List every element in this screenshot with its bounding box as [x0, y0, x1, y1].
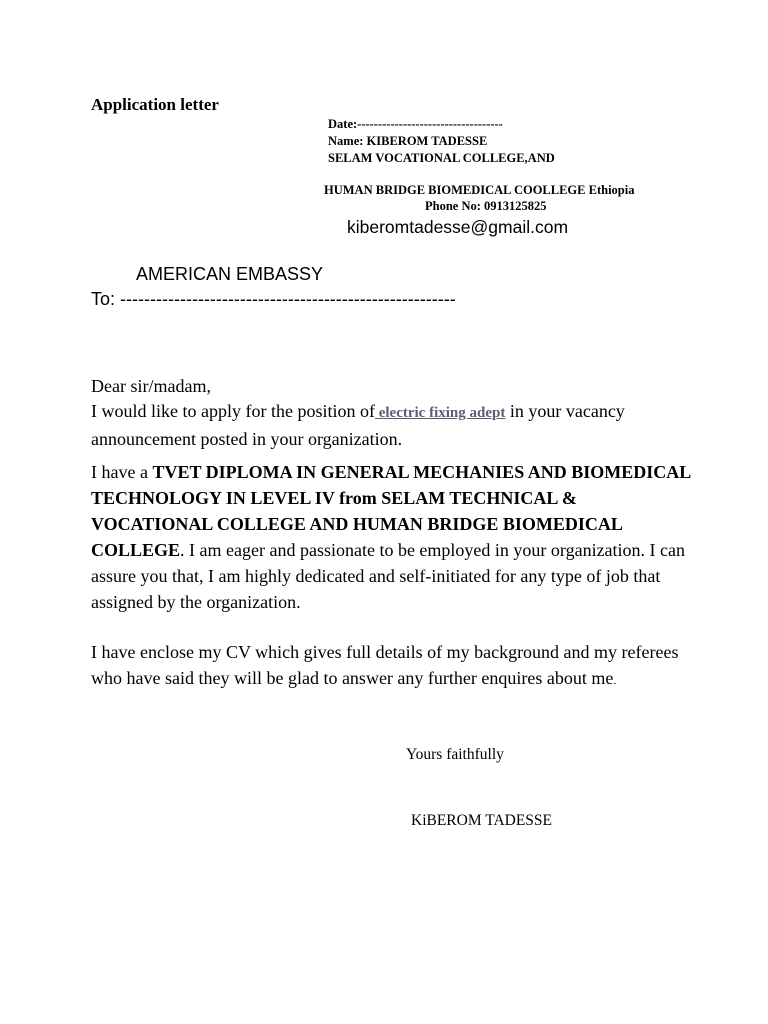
header-college: SELAM VOCATIONAL COLLEGE,AND — [328, 151, 555, 165]
paragraph-position — [91, 398, 691, 452]
qualification-text: TVET DIPLOMA IN GENERAL MECHANIES AND BIOMEDICAL TECHNOLOGY IN LEVEL IV from SELAM TECHNICAL & VOCATIONAL COLLEGE AND HUMAN BRIDGE BIOMEDICAL COLLEGE — [91, 462, 691, 560]
qualification-rest: . I am eager and passionate to be employed in your organization. I can assure you that, I am highly dedicated and self-initiated for any type of job that assigned by the organization. — [91, 540, 686, 612]
paragraph-cv-end: . — [613, 673, 617, 687]
salutation: Dear sir/madam, — [91, 376, 211, 396]
paragraph-qualification — [91, 459, 691, 615]
paragraph-position-rest: in your vacancy announcement posted in your organization. — [91, 401, 625, 449]
header-date: Date:----------------------------------- — [328, 117, 503, 131]
paragraph-cv — [91, 639, 691, 693]
paragraph-position-intro: I would like to apply for the position of — [91, 401, 375, 421]
header-email[interactable]: kiberomtadesse@gmail.com — [347, 217, 569, 237]
signature-name: KiBEROM TADESSE — [411, 812, 553, 829]
document-title: Application letter — [91, 95, 219, 114]
closing: Yours faithfully — [406, 746, 504, 763]
paragraph-cv-text: I have enclose my CV which gives full details of my background and my referees who have said they will be glad to answer any further enquires about me — [91, 642, 679, 688]
header-phone: Phone No: 0913125825 — [425, 199, 547, 213]
recipient-organization: AMERICAN EMBASSY — [136, 264, 324, 284]
qualification-intro: I have a — [91, 462, 153, 482]
position-link[interactable]: electric fixing adept — [374, 405, 506, 421]
header-human-bridge: HUMAN BRIDGE BIOMEDICAL COOLLEGE Ethiopia — [324, 183, 635, 197]
header-name: Name: KIBEROM TADESSE — [328, 134, 488, 148]
recipient-to-line: To: -------------------------------------------------------- — [91, 289, 456, 309]
